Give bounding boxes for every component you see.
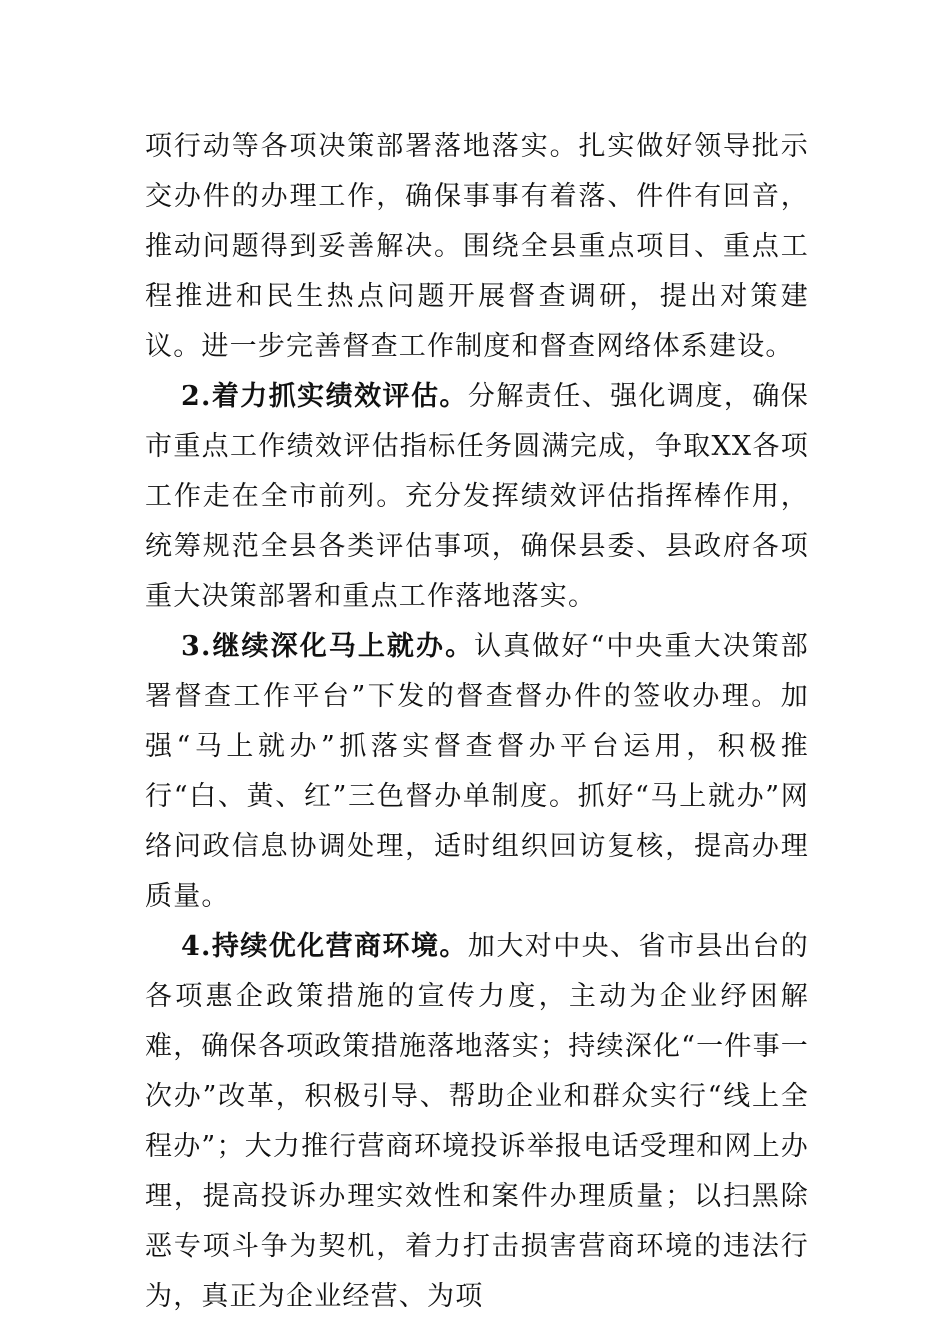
paragraph-performance-evaluation bbox=[145, 372, 809, 622]
paragraph-heading: 2.着力抓实绩效评估。 bbox=[181, 381, 468, 412]
paragraph-act-immediately bbox=[145, 622, 809, 922]
paragraph-text: 加大对中央、省市县出台的各项惠企政策措施的宣传力度，主动为企业纾困解难，确保各项政策措施落地落实；持续深化“一件事一次办”改革，积极引导、帮助企业和群众实行“线上全程办”；大力推行营商环境投诉举报电话受理和网上办理，提高投诉办理实效性和案件办理质量；以扫黑除恶专项斗争为契机，着力打击损害营商环境的违法行为，真正为企业经营、为项 bbox=[145, 931, 809, 1312]
paragraph-text: 认真做好“中央重大决策部署督查工作平台”下发的督查督办件的签收办理。加强“马上就办”抓落实督查督办平台运用，积极推行“白、黄、红”三色督办单制度。抓好“马上就办”网络问政信息协调处理，适时组织回访复核，提高办理质量。 bbox=[145, 631, 810, 912]
document-body bbox=[145, 122, 809, 1322]
paragraph-text: 项行动等各项决策部署落地落实。扎实做好领导批示交办件的办理工作，确保事事有着落、件件有回音，推动问题得到妥善解决。围绕全县重点项目、重点工程推进和民生热点问题开展督查调研，提出对策建议。进一步完善督查工作制度和督查网络体系建设。 bbox=[145, 131, 809, 362]
paragraph-heading: 3.继续深化马上就办。 bbox=[181, 631, 475, 662]
paragraph-heading: 4.持续优化营商环境。 bbox=[181, 931, 468, 962]
paragraph-business-environment bbox=[145, 922, 809, 1322]
paragraph-text: 分解责任、强化调度，确保市重点工作绩效评估指标任务圆满完成，争取XX各项工作走在全市前列。充分发挥绩效评估指挥棒作用，统筹规范全县各类评估事项，确保县委、县政府各项重大决策部署和重点工作落地落实。 bbox=[145, 381, 809, 612]
paragraph-continuation bbox=[145, 122, 809, 372]
